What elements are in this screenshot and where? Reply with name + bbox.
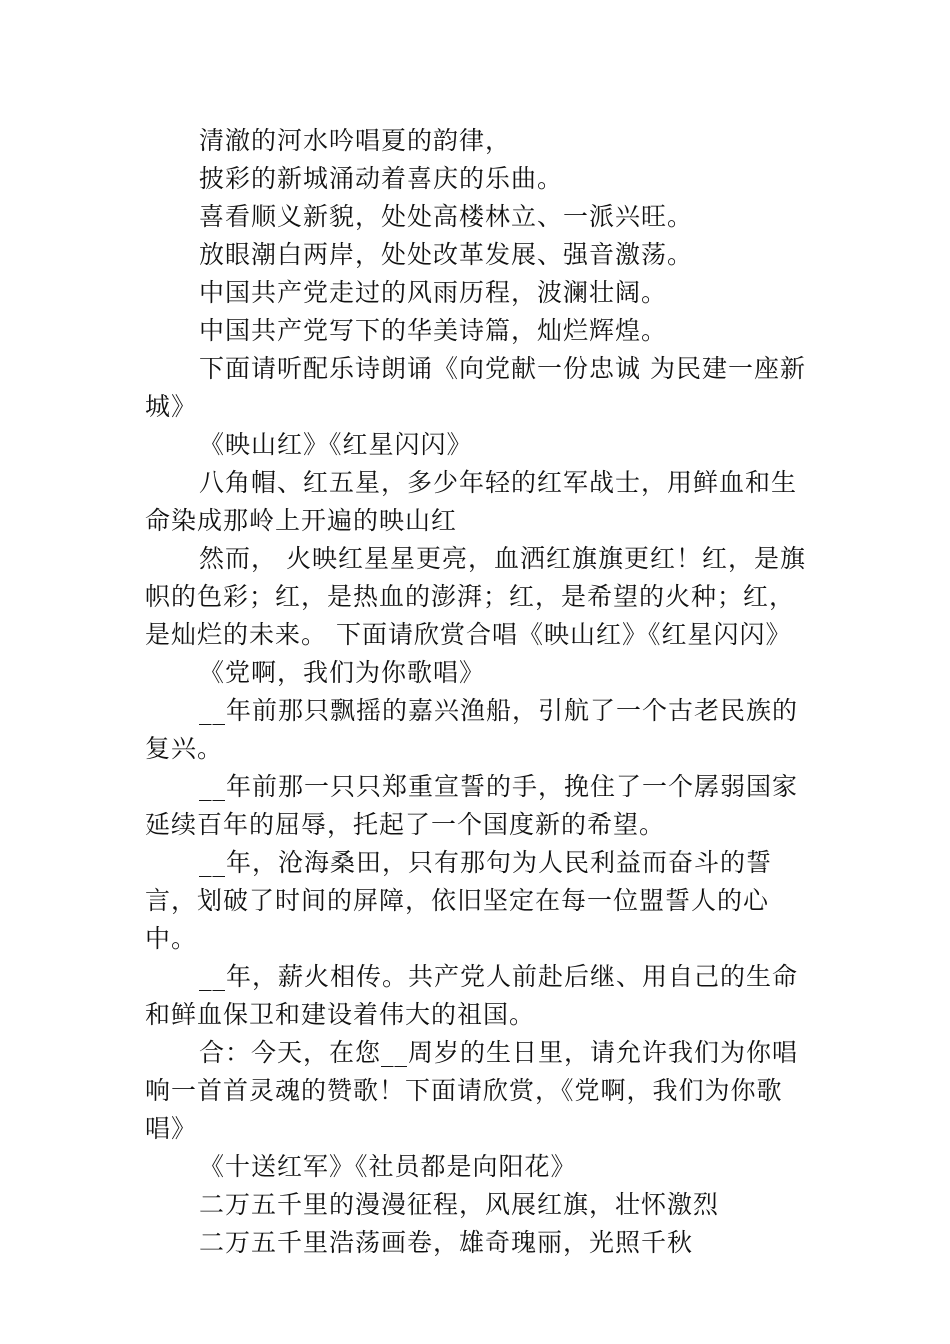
paragraph: 二万五千里的漫漫征程，风展红旗，壮怀激烈 [199, 1190, 720, 1219]
paragraph: 放眼潮白两岸，处处改革发展、强音激荡。 [199, 240, 694, 269]
section-heading: 《十送红军》《社员都是向阳花》 [199, 1152, 577, 1181]
paragraph: 下面请听配乐诗朗诵《向党献一份忠诚 为民建一座新城》 [145, 354, 806, 421]
paragraph: 中国共产党走过的风雨历程，波澜壮阔。 [199, 278, 668, 307]
paragraph: 喜看顺义新貌，处处高楼林立、一派兴旺。 [199, 202, 694, 231]
paragraph: 合：今天，在您__周岁的生日里，请允许我们为你唱响一首首灵魂的赞歌！下面请欣赏，《党啊，我们为你歌唱》 [145, 1038, 799, 1143]
paragraph: 八角帽、红五星，多少年轻的红军战士，用鲜血和生命染成那岭上开遍的映山红 [145, 468, 798, 535]
paragraph: __年前那只飘摇的嘉兴渔船，引航了一个古老民族的复兴。 [145, 696, 799, 763]
document-body [145, 122, 810, 1262]
paragraph: 披彩的新城涌动着喜庆的乐曲。 [199, 164, 564, 193]
paragraph: 然而， 火映红星星更亮，血洒红旗旗更红！红，是旗帜的色彩；红，是热血的澎湃；红，是希望的火种；红，是灿烂的未来。 下面请欣赏合唱《映山红》《红星闪闪》 [145, 544, 806, 649]
paragraph: __年前那一只只郑重宣誓的手，挽住了一个孱弱国家延续百年的屈辱，托起了一个国度新的希望。 [145, 772, 799, 839]
paragraph: 二万五千里浩荡画卷，雄奇瑰丽，光照千秋 [199, 1228, 694, 1257]
paragraph: __年，沧海桑田，只有那句为人民利益而奋斗的誓言，划破了时间的屏障，依旧坚定在每一位盟誓人的心中。 [145, 848, 773, 953]
paragraph: 中国共产党写下的华美诗篇，灿烂辉煌。 [199, 316, 668, 345]
section-heading: 《党啊，我们为你歌唱》 [199, 658, 486, 687]
paragraph: __年，薪火相传。共产党人前赴后继、用自己的生命和鲜血保卫和建设着伟大的祖国。 [145, 962, 799, 1029]
paragraph: 清澈的河水吟唱夏的韵律， [199, 126, 512, 155]
section-heading: 《映山红》《红星闪闪》 [199, 430, 473, 459]
